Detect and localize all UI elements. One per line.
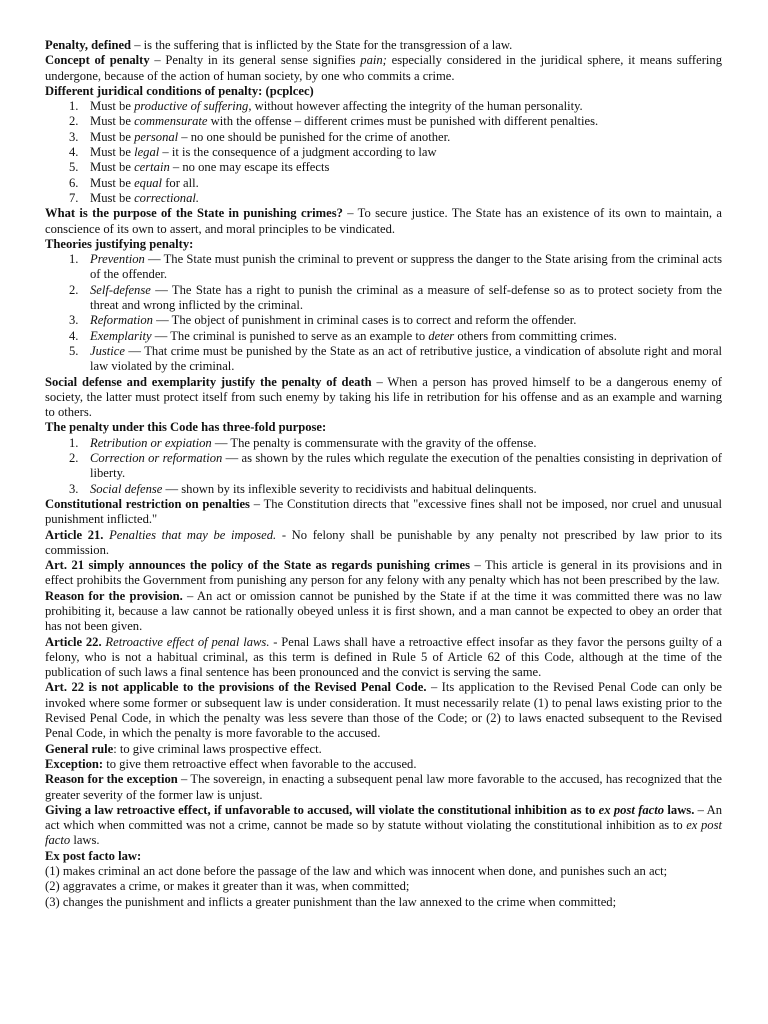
body-text: – Its application to the Revised Penal Code can only be invoked where some former or subsequent law is under consideration. It must necessarily relate (1) to penal laws existing prior to the Revised Penal Code, in which the penalty was less severe than those of the Code; or (2) to laws enacted subsequent to the Revised Penal Code, in which the penalty is more favorable to the accused. (45, 680, 723, 741)
list-item: 7. Must be correctional. (69, 190, 200, 205)
ex-post-facto-item: (3) changes the punishment and inflicts a greater punishment than the law annexed to the crime when committed; (45, 894, 617, 909)
term: Reason for the provision. (45, 588, 183, 603)
term: Penalty, defined (45, 38, 132, 52)
term: Article 21. (45, 527, 104, 542)
reason-exception-paragraph (45, 772, 722, 803)
list-item: 2. Self-defense — The State has a right to punish the criminal as a measure of self-defense so as to protect society from the threat and wrong inflicted by the criminal. (69, 282, 722, 313)
list-item: 3. Reformation — The object of punishment in criminal cases is to correct and reform the offender. (69, 313, 577, 328)
conditions-heading: Different juridical conditions of penalty: (pcplcec) (45, 83, 314, 98)
emphasis: Retroactive effect of penal laws. (101, 634, 270, 649)
term: Article 22. (45, 634, 102, 649)
purpose-paragraph (45, 206, 722, 237)
list-item: 3. Social defense — shown by its inflexible severity to recidivists and habitual delinquents. (69, 481, 537, 496)
social-defense-paragraph (45, 375, 722, 421)
body-text: – Penalty in its general sense signifies (149, 53, 361, 68)
body-text: – To secure justice. The State has an existence of its own to maintain, a conscience of its own to assert, and moral principles to be vindicated. (45, 206, 723, 236)
term: Art. 22 is not applicable to the provisions of the Revised Penal Code. (45, 680, 427, 695)
body-text: : to give criminal laws prospective effect. (113, 741, 322, 756)
article-22-not-applicable-paragraph (45, 680, 722, 741)
general-rule-paragraph (45, 742, 722, 757)
term: Reason for the exception (45, 772, 178, 787)
constitutional-paragraph (45, 497, 722, 528)
ex-post-facto-item: (2) aggravates a crime, or makes it greater than it was, when committed; (45, 879, 410, 894)
penalty-defined-paragraph (45, 38, 722, 53)
threefold-heading: The penalty under this Code has three-fold purpose: (45, 420, 327, 435)
article-21-policy-paragraph (45, 558, 722, 589)
threefold-list (45, 436, 722, 497)
question: What is the purpose of the State in punishing crimes? (45, 206, 343, 221)
retroactive-unfavorable-paragraph (45, 803, 722, 849)
term: Exception: (45, 756, 104, 771)
concept-paragraph (45, 53, 722, 84)
reason-provision-paragraph (45, 589, 722, 635)
emphasis: pain; (360, 53, 387, 68)
ex-post-facto-heading: Ex post facto law: (45, 848, 142, 863)
list-item: 1. Retribution or expiation — The penalty is commensurate with the gravity of the offense. (69, 435, 537, 450)
body-text: – An act which when committed was not a crime, cannot be made so by statute without violating the constitutional inhibition as to (45, 802, 722, 833)
list-item: 5. Justice — That crime must be punished by the State as an act of retributive justice, a vindication of absolute right and moral law violated by the criminal. (69, 343, 722, 374)
term: Art. 21 simply announces the policy of the State as regards punishing crimes (45, 558, 470, 573)
emphasis: ex post facto (45, 818, 722, 848)
list-item: 6. Must be equal for all. (69, 175, 199, 190)
ex-post-facto-item: (1) makes criminal an act done before the passage of the law and which was innocent when done, and punishes such an act; (45, 864, 668, 879)
list-item: 4. Exemplarity — The criminal is punished to serve as an example to deter others from committing crimes. (69, 328, 617, 343)
body-text: - Penal Laws shall have a retroactive effect insofar as they favor the persons guilty of a felony, who is not a habitual criminal, as this term is defined in Rule 5 of Article 62 of this Code, although at the time of the publication of such laws a final sentence has been pronounced and the convict is serving the same. (45, 634, 723, 680)
body-text: - No felony shall be punishable by any penalty not prescribed by law prior to its commission. (45, 527, 722, 557)
body-text: especially considered in the juridical sphere, it means suffering undergone, because of the action of human society, by one who commits a crime. (45, 53, 722, 83)
body-text: laws. (70, 833, 100, 848)
article-21-paragraph (45, 528, 722, 559)
list-item: 4. Must be legal – it is the consequence of a judgment according to law (69, 145, 437, 160)
body-text: – When a person has proved himself to be a dangerous enemy of society, the latter must protect itself from such enemy by taking his life in retribution for his offense and as an example and warning to others. (45, 374, 722, 420)
exception-paragraph (45, 757, 722, 772)
term: Giving a law retroactive effect, if unfavorable to accused, will violate the constitutional inhibition as to ex post facto laws. (45, 802, 695, 817)
emphasis: Penalties that may be imposed. (103, 527, 277, 542)
article-22-paragraph (45, 635, 722, 681)
body-text: – An act or omission cannot be punished by the State if at the time it was committed there was no law prohibiting it, because a law cannot be rationally obeyed unless it is first shown, and a man cannot be expected to obey an order that has not been given. (45, 588, 722, 634)
conditions-list (45, 99, 722, 206)
term: Social defense and exemplarity justify the penalty of death (45, 374, 372, 389)
body-text: to give them retroactive effect when favorable to the accused. (103, 756, 417, 771)
list-item: 1. Prevention — The State must punish the criminal to prevent or suppress the danger to the State arising from the criminal acts of the offender. (69, 252, 722, 282)
body-text: – is the suffering that is inflicted by the State for the transgression of a law. (131, 38, 513, 52)
document-page (45, 38, 722, 910)
list-item: 5. Must be certain – no one may escape its effects (69, 160, 330, 175)
theories-heading: Theories justifying penalty: (45, 236, 194, 251)
term: Constitutional restriction on penalties (45, 496, 250, 511)
body-text: – The Constitution directs that "excessive fines shall not be imposed, nor cruel and unusual punishment inflicted." (45, 496, 722, 527)
term: General rule (45, 741, 114, 756)
term: Concept of penalty (45, 53, 150, 68)
list-item: 2. Must be commensurate with the offense – different crimes must be punished with different penalties. (69, 114, 599, 129)
body-text: – The sovereign, in enacting a subsequent penal law more favorable to the accused, has recognized that the greater severity of the former law is unjust. (45, 772, 722, 802)
theories-list (45, 252, 722, 374)
list-item: 2. Correction or reformation — as shown by the rules which regulate the execution of the penalties consisting in deprivation of liberty. (69, 451, 722, 481)
list-item: 1. Must be productive of suffering, without however affecting the integrity of the human personality. (69, 99, 583, 114)
list-item: 3. Must be personal – no one should be punished for the crime of another. (69, 129, 451, 144)
body-text: – This article is general in its provisions and in effect prohibits the Government from punishing any person for any felony with any penalty which has not been prescribed by the law. (45, 558, 722, 588)
